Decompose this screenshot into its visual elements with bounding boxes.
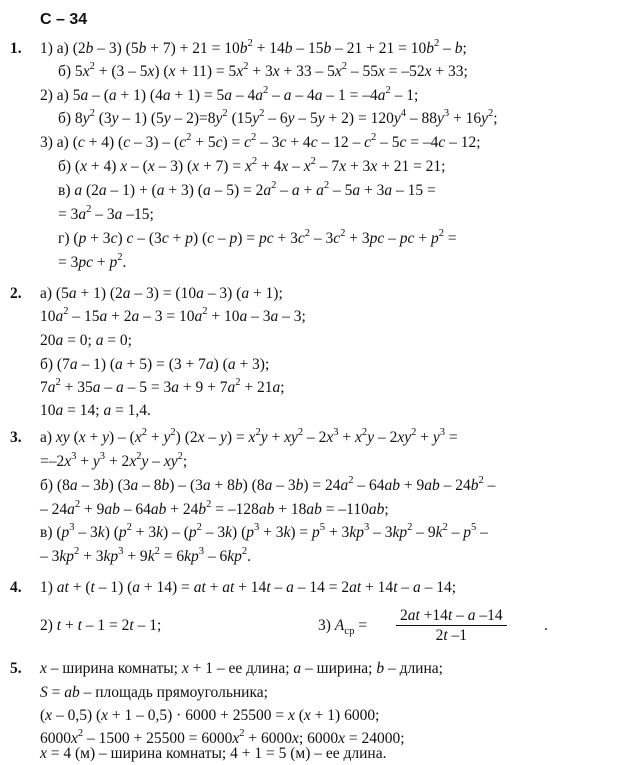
p3-line-4: – $24a^2 + 9ab - 64ab + 24b^2 = -128ab + 18ab = -110ab$; bbox=[40, 499, 389, 518]
p1-line-10: = $3pc + p^2$. bbox=[58, 252, 127, 271]
p2-line-4: б) (7a – 1) (a + 5) = (3 + 7a) (a + 3); bbox=[40, 356, 270, 373]
p4-line-2: 2) t + t – 1 = 2t – 1; bbox=[40, 617, 162, 634]
p1-line-2: б) $5x^2 + (3 - 5x) (x + 11) = 5x^2 + 3x + 33 - 5x^2 - 55x = -52x + 33$; bbox=[58, 61, 468, 80]
p3-line-5: в) $(p^3 - 3k) (p^2 + 3k) - (p^2 - 3k) (p^3 + 3k) = p^5 + 3kp^3 - 3kp^2 - 9k^2 - p^5$ – bbox=[40, 522, 488, 541]
problem-3-number: 3. bbox=[10, 429, 22, 446]
fraction-numerator: 2at +14t – a –14 bbox=[400, 607, 503, 624]
p2-line-2: $10a^2 - 15a + 2a - 3 = 10a^2 + 10a - 3a - 3$; bbox=[40, 306, 306, 325]
p1-line-3: 2) а) 5a – (a + 1) $(4a + 1) = 5a - 4a^2 - a - 4a - 1 = -4a^2 - 1$; bbox=[40, 85, 419, 104]
p1-line-5: 3) а) (c + 4) $(c - 3) - (c^2 + 5c) = c^2 - 3c + 4c - 12 - c^2 - 5c = -4c - 12$; bbox=[40, 132, 481, 151]
p3-line-3: б) (8a – 3b) (3a – 8b) – (3a + 8b) $(8a - 3b) = 24a^2 - 64ab + 9ab - 24b^2$ – bbox=[40, 475, 496, 494]
p2-line-3: 20a = 0; a = 0; bbox=[40, 332, 132, 349]
p5-line-4: $6000x^2 - 1500 + 25500 = 6000x^2 + 6000x$; 6000x = 24000; bbox=[40, 728, 405, 747]
average-fraction bbox=[396, 606, 507, 645]
p3-line-6: – $3kp^2 + 3kp^3 + 9k^2 = 6kp^3 - 6kp^2$. bbox=[40, 546, 252, 565]
problem-4-number: 4. bbox=[10, 579, 22, 596]
p3-line-2: $=-2x^3 + y^3 + 2x^2y - xy^2$; bbox=[40, 451, 188, 470]
p1-line-8: = $3a^2 - 3a$ –15; bbox=[58, 204, 154, 223]
problem-2-number: 2. bbox=[10, 285, 22, 302]
p5-line-3: (x – 0,5) (x + 1 – 0,5) · 6000 + 25500 = x (x + 1) 6000; bbox=[40, 707, 380, 724]
p1-line-9: г) (p + 3c) c – (3c + p) (c – p) = pc + $3c^2 - 3c^2 + 3pc$ – pc + $p^2$ = bbox=[58, 228, 457, 247]
p2-line-1: а) (5a + 1) (2a – 3) = (10a – 3) (a + 1); bbox=[40, 285, 283, 302]
p5-line-1: x – ширина комнаты; x + 1 – ее длина; a – ширина; b – длина; bbox=[40, 660, 443, 677]
p2-line-5: $7a^2 + 35a - a - 5 = 3a + 9 + 7a^2 + 21a$; bbox=[40, 377, 285, 396]
p2-line-6: 10a = 14; a = 1,4. bbox=[40, 402, 151, 419]
problem-5-number: 5. bbox=[10, 660, 22, 677]
p4-line-3: 3) $A_{ср}$ = bbox=[318, 617, 368, 638]
p1-line-1: 1) а) (2b – 3) $(5b + 7) + 21 = 10b^2 + 14b - 15b - 21 + 21 = 10b^2 - b$; bbox=[40, 38, 467, 57]
problem-1-number: 1. bbox=[10, 40, 22, 57]
fraction-denominator: 2t –1 bbox=[396, 625, 507, 645]
p1-line-6: б) (x + 4) x – (x – 3) $(x + 7) = x^2 + 4x - x^2 - 7x + 3x + 21 = 21$; bbox=[58, 156, 446, 175]
page-title: С – 34 bbox=[40, 11, 88, 28]
fraction-period: . bbox=[544, 617, 548, 634]
p5-line-2: S = ab – площадь прямоугольника; bbox=[40, 684, 268, 701]
p1-line-7: в) a (2a – 1) + (a + 3) $(a - 5) = 2a^2 - a + a^2 - 5a + 3a - 15$ = bbox=[58, 180, 436, 199]
p1-line-4: б) $8y^2$ (3y – 1) $(5y - 2)=8y^2$ $(15y^2 - 6y - 5y + 2) = 120y^4 - 88y^3 + 16y^2$; bbox=[58, 108, 498, 127]
p5-line-5: x = 4 (м) – ширина комнаты; 4 + 1 = 5 (м) – ее длина. bbox=[40, 745, 387, 762]
p3-line-1: а) xy $(x + y) - (x^2 + y^2)$ $(2x - y) = x^2y + xy^2 - 2x^3 + x^2y - 2xy^2 + y^3$ = bbox=[40, 427, 458, 446]
p4-line-1: 1) at + (t – 1) (a + 14) = at + at + 14t – a – 14 = 2at + 14t – a – 14; bbox=[40, 579, 457, 596]
